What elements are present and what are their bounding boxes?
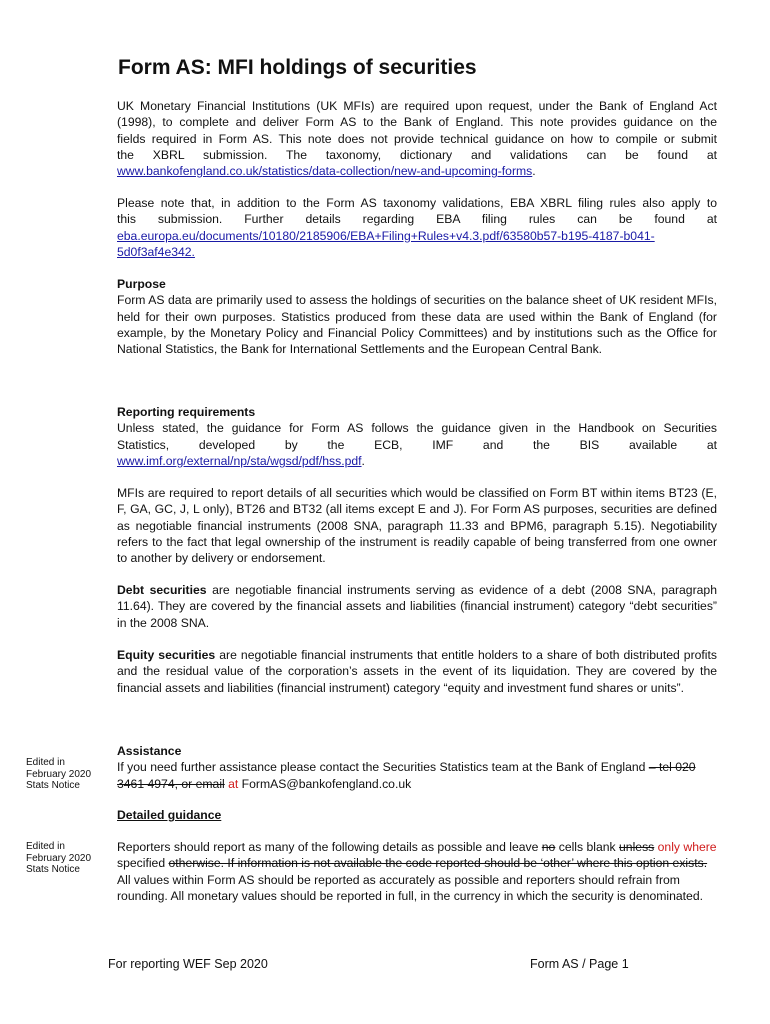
margin-note-line: February 2020 xyxy=(26,852,92,864)
debt-text: are negotiable financial instruments serving as evidence of a debt (2008 SNA, paragraph 11.64). They are covered by the financial assets and liabilities (financial instrument) category “debt securities” in the 2008 SNA. xyxy=(117,583,717,630)
intro-link-suffix: . xyxy=(532,164,536,179)
reporting-section xyxy=(117,404,717,469)
equity-securities-paragraph xyxy=(117,647,717,696)
detailed-text: cells blank xyxy=(555,840,620,854)
purpose-text: Form AS data are primarily used to assess the holdings of securities on the balance sheet of UK resident MFIs, held for their own purposes. Statistics produced from these data are used within the Bank of England (for example, by the Monetary Policy and Financial Policy Committees) and by institutions such as the Office for National Statistics, the Bank for International Settlements and the European Central Bank. xyxy=(117,293,717,357)
assistance-margin-note xyxy=(26,757,106,792)
eba-line: Please note that, in addition to the Form AS taxonomy validations, EBA XBRL filing rules also apply to xyxy=(117,196,717,210)
intro-line: UK Monetary Financial Institutions (UK MFIs) are required upon request, under the Bank of England Act xyxy=(117,99,717,113)
detailed-inserted-text: only where xyxy=(654,840,717,854)
margin-note-line: Edited in xyxy=(26,841,65,852)
detailed-text: Reporters should report as many of the following details as possible and leave xyxy=(117,840,542,854)
margin-note-line: Edited in xyxy=(26,757,65,768)
detailed-text: All values within Form AS should be reported as accurately as possible and reporters should refrain from rounding. All monetary values should be reported in full, in the currency in which the security is denominated. xyxy=(117,872,703,903)
footer-left: For reporting WEF Sep 2020 xyxy=(108,957,268,971)
margin-note-line: Stats Notice xyxy=(26,780,80,791)
detailed-struck-text: no xyxy=(541,840,556,854)
page-title: Form AS: MFI holdings of securities xyxy=(118,56,477,79)
detailed-guidance-paragraph xyxy=(117,839,717,904)
debt-term: Debt securities xyxy=(117,583,207,597)
margin-note-line: February 2020 xyxy=(26,768,92,780)
assistance-heading: Assistance xyxy=(117,744,182,758)
intro-line: fields required in Form AS. This note does not provide technical guidance on how to compile or submit xyxy=(117,131,717,146)
equity-text: are negotiable financial instruments that entitle holders to a share of both distributed profits and the residual value of the corporation’s assets in the event of its liquidation. They are covered by the financial assets and liabilities (financial instrument) category “equity and investment fund shares or units”. xyxy=(117,648,717,695)
detailed-struck-text: unless xyxy=(619,840,655,854)
imf-link-suffix: . xyxy=(361,453,365,468)
debt-securities-paragraph xyxy=(117,582,717,631)
eba-line: this submission. Further details regarding EBA filing rules can be found at xyxy=(117,212,717,227)
eba-rules-link[interactable]: eba.europa.eu/documents/10180/2185906/EBA+Filing+Rules+v4.3.pdf/63580b57-b195-4187-b041- xyxy=(117,228,655,243)
detailed-guidance-heading: Detailed guidance xyxy=(117,808,222,822)
intro-line: the XBRL submission. The taxonomy, dictionary and validations can be found at xyxy=(117,147,717,162)
reporting-line: Statistics, developed by the ECB, IMF and the BIS available at xyxy=(117,437,717,452)
eba-note-paragraph xyxy=(117,195,717,260)
footer-page-number: Form AS / Page 1 xyxy=(530,957,629,971)
eba-rules-link-cont[interactable]: 5d0f3af4e342. xyxy=(117,244,195,259)
mfi-text: MFIs are required to report details of all securities which would be classified on Form BT within items BT23 (E, F, GA, GC, J, L only), BT26 and BT32 (all items except E and J). For Form AS purposes, securities are defined as negotiable financial instruments (2008 SNA, paragraph 11.33 and BPM6, paragraph 5.15). Negotiability refers to the fact that legal ownership of the instrument is readily capable of being transferred from one owner to another by delivery or endorsement. xyxy=(117,486,717,566)
margin-note-line: Stats Notice xyxy=(26,864,80,875)
intro-paragraph xyxy=(117,98,717,179)
detailed-text: specified xyxy=(117,856,169,871)
assistance-email: FormAS@bankofengland.co.uk xyxy=(241,776,412,791)
boe-forms-link[interactable]: www.bankofengland.co.uk/statistics/data-collection/new-and-upcoming-forms xyxy=(117,164,533,179)
assistance-inserted-text: at xyxy=(224,776,242,791)
equity-term: Equity securities xyxy=(117,648,216,662)
detailed-struck-text: otherwise. If information is not available the code reported should be ‘other’ where this option exists. xyxy=(168,856,708,871)
imf-handbook-link[interactable]: www.imf.org/external/np/sta/wgsd/pdf/hss.pdf xyxy=(117,453,362,468)
mfi-paragraph xyxy=(117,485,717,566)
detailed-guidance-heading-block xyxy=(117,807,717,823)
assistance-struck-text: – tel 020 3461 4974, or email xyxy=(117,760,696,791)
intro-line: (1998), to complete and deliver Form AS to the Bank of England. This note provides guidance on the xyxy=(117,115,717,130)
detailed-margin-note xyxy=(26,841,106,876)
reporting-line: Unless stated, the guidance for Form AS follows the guidance given in the Handbook on Securities xyxy=(117,421,717,436)
purpose-section xyxy=(117,276,717,357)
assistance-text: If you need further assistance please contact the Securities Statistics team at the Bank of England xyxy=(117,760,649,775)
assistance-section xyxy=(117,743,717,792)
reporting-heading: Reporting requirements xyxy=(117,405,256,419)
purpose-heading: Purpose xyxy=(117,277,166,291)
